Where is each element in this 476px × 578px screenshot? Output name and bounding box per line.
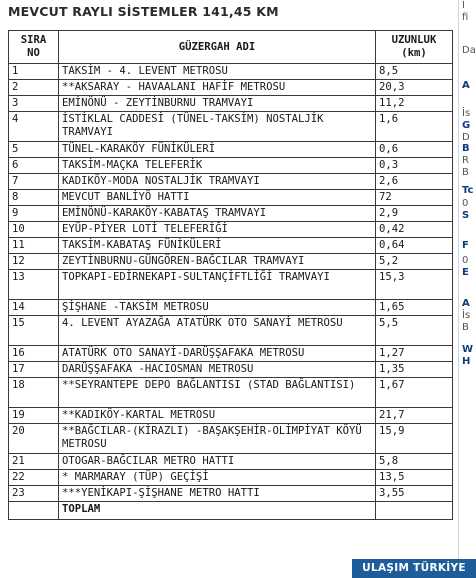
table-row bbox=[9, 408, 453, 424]
sidebar-fragment: R bbox=[462, 155, 469, 166]
cell-route: ŞİŞHANE -TAKSİM METROSU bbox=[59, 300, 376, 316]
cell-route: **AKSARAY - HAVAALANI HAFİF METROSU bbox=[59, 80, 376, 96]
sidebar-fragment: E bbox=[462, 267, 469, 278]
cell-no: 17 bbox=[9, 362, 59, 378]
sidebar-fragment: A bbox=[462, 80, 470, 91]
sidebar-fragment: F bbox=[462, 240, 469, 251]
cell-route: **SEYRANTEPE DEPO BAĞLANTISI (STAD BAĞLANTISI) bbox=[59, 378, 376, 408]
cell-no: 12 bbox=[9, 254, 59, 270]
cell-route: İSTİKLAL CADDESİ (TÜNEL-TAKSİM) NOSTALJİK TRAMVAYI bbox=[59, 112, 376, 142]
table-row bbox=[9, 346, 453, 362]
cell-length: 0,3 bbox=[376, 158, 453, 174]
sidebar-fragment: B bbox=[462, 167, 469, 178]
cell-route: EMİNÖNÜ - ZEYTİNBURNU TRAMVAYI bbox=[59, 96, 376, 112]
cell-no: 5 bbox=[9, 142, 59, 158]
cell-length: 11,2 bbox=[376, 96, 453, 112]
table-row bbox=[9, 486, 453, 502]
cell-route: ***YENİKAPI-ŞİŞHANE METRO HATTI bbox=[59, 486, 376, 502]
cell-route: ATATÜRK OTO SANAYİ-DARÜŞŞAFAKA METROSU bbox=[59, 346, 376, 362]
site-badge: ULAŞIM TÜRKİYE bbox=[352, 559, 476, 578]
sidebar-fragment: D bbox=[462, 132, 470, 143]
table-row bbox=[9, 174, 453, 190]
cell-route: TAKSİM - 4. LEVENT METROSU bbox=[59, 64, 376, 80]
cell-route: TOPKAPI-EDİRNEKAPI-SULTANÇİFTLİĞİ TRAMVAYI bbox=[59, 270, 376, 300]
table-row bbox=[9, 424, 453, 454]
table-row bbox=[9, 64, 453, 80]
cell-route: ZEYTİNBURNU-GÜNGÖREN-BAĞCILAR TRAMVAYI bbox=[59, 254, 376, 270]
rail-systems-table bbox=[8, 30, 453, 520]
cell-no: 8 bbox=[9, 190, 59, 206]
cell-length: 1,35 bbox=[376, 362, 453, 378]
sidebar-fragment: W bbox=[462, 344, 474, 355]
cell-route: * MARMARAY (TÜP) GEÇİŞİ bbox=[59, 470, 376, 486]
header-length: UZUNLUK (km) bbox=[376, 31, 453, 64]
table-row bbox=[9, 316, 453, 346]
cell-length: 20,3 bbox=[376, 80, 453, 96]
sidebar-fragment: G bbox=[462, 120, 471, 131]
sidebar-fragment: 0 bbox=[462, 255, 469, 266]
total-no bbox=[9, 502, 59, 520]
cell-length: 21,7 bbox=[376, 408, 453, 424]
cell-length: 0,6 bbox=[376, 142, 453, 158]
table-row bbox=[9, 270, 453, 300]
table-row bbox=[9, 254, 453, 270]
cell-length: 0,64 bbox=[376, 238, 453, 254]
cell-length: 1,65 bbox=[376, 300, 453, 316]
cell-route: DARÜŞŞAFAKA -HACIOSMAN METROSU bbox=[59, 362, 376, 378]
cell-length: 2,6 bbox=[376, 174, 453, 190]
cell-no: 11 bbox=[9, 238, 59, 254]
cell-length: 13,5 bbox=[376, 470, 453, 486]
cell-route: EMİNÖNÜ-KARAKÖY-KABATAŞ TRAMVAYI bbox=[59, 206, 376, 222]
cell-length: 15,3 bbox=[376, 270, 453, 300]
sidebar-fragment: İ bbox=[462, 0, 465, 11]
sidebar-fragment: Da bbox=[462, 45, 476, 56]
cell-no: 19 bbox=[9, 408, 59, 424]
table-row bbox=[9, 222, 453, 238]
cell-route: OTOGAR-BAĞCILAR METRO HATTI bbox=[59, 454, 376, 470]
table-row bbox=[9, 96, 453, 112]
page-title: MEVCUT RAYLI SİSTEMLER 141,45 KM bbox=[8, 4, 279, 19]
cell-no: 7 bbox=[9, 174, 59, 190]
table-header-row bbox=[9, 31, 453, 64]
cell-length: 1,27 bbox=[376, 346, 453, 362]
cell-no: 3 bbox=[9, 96, 59, 112]
table-row bbox=[9, 142, 453, 158]
cell-length: 0,42 bbox=[376, 222, 453, 238]
cell-route: EYÜP-PİYER LOTİ TELEFERİĞİ bbox=[59, 222, 376, 238]
cell-length: 5,8 bbox=[376, 454, 453, 470]
cell-route: MEVCUT BANLİYÖ HATTI bbox=[59, 190, 376, 206]
cell-no: 9 bbox=[9, 206, 59, 222]
cell-length: 5,5 bbox=[376, 316, 453, 346]
sidebar-fragment: İs bbox=[462, 108, 471, 119]
cell-length: 2,9 bbox=[376, 206, 453, 222]
header-no: SIRA NO bbox=[9, 31, 59, 64]
cell-length: 1,67 bbox=[376, 378, 453, 408]
table-row bbox=[9, 238, 453, 254]
table-row bbox=[9, 378, 453, 408]
table-row bbox=[9, 206, 453, 222]
cell-no: 20 bbox=[9, 424, 59, 454]
sidebar-fragment: S bbox=[462, 210, 470, 221]
sidebar-fragment: B bbox=[462, 322, 469, 333]
cell-route: 4. LEVENT AYAZAĞA ATATÜRK OTO SANAYİ METROSU bbox=[59, 316, 376, 346]
table-row bbox=[9, 454, 453, 470]
sidebar-fragment: B bbox=[462, 143, 470, 154]
cell-no: 15 bbox=[9, 316, 59, 346]
cell-route: TÜNEL-KARAKÖY FÜNİKÜLERİ bbox=[59, 142, 376, 158]
cell-length: 1,6 bbox=[376, 112, 453, 142]
cell-length: 5,2 bbox=[376, 254, 453, 270]
cell-no: 16 bbox=[9, 346, 59, 362]
total-length bbox=[376, 502, 453, 520]
sidebar-fragment: 0 bbox=[462, 198, 469, 209]
cell-route: **BAĞCILAR-(KİRAZLI) -BAŞAKŞEHİR-OLİMPİYAT KÖYÜ METROSU bbox=[59, 424, 376, 454]
sidebar-edge bbox=[458, 0, 476, 578]
cell-no: 1 bbox=[9, 64, 59, 80]
total-label: TOPLAM bbox=[59, 502, 376, 520]
table-row bbox=[9, 112, 453, 142]
cell-route: TAKSİM-MAÇKA TELEFERİK bbox=[59, 158, 376, 174]
cell-no: 21 bbox=[9, 454, 59, 470]
cell-no: 18 bbox=[9, 378, 59, 408]
cell-route: KADIKÖY-MODA NOSTALJİK TRAMVAYI bbox=[59, 174, 376, 190]
table-row bbox=[9, 158, 453, 174]
cell-length: 3,55 bbox=[376, 486, 453, 502]
cell-no: 23 bbox=[9, 486, 59, 502]
sidebar-fragment: A bbox=[462, 298, 470, 309]
sidebar-fragment: Tc bbox=[462, 185, 474, 196]
sidebar-fragment: İs bbox=[462, 310, 471, 321]
sidebar-fragment: H bbox=[462, 356, 471, 367]
cell-route: TAKSİM-KABATAŞ FÜNİKÜLERİ bbox=[59, 238, 376, 254]
cell-no: 22 bbox=[9, 470, 59, 486]
table-row bbox=[9, 80, 453, 96]
cell-no: 2 bbox=[9, 80, 59, 96]
cell-length: 8,5 bbox=[376, 64, 453, 80]
table-row bbox=[9, 362, 453, 378]
cell-length: 15,9 bbox=[376, 424, 453, 454]
cell-no: 6 bbox=[9, 158, 59, 174]
table-row bbox=[9, 190, 453, 206]
table-row bbox=[9, 300, 453, 316]
cell-no: 10 bbox=[9, 222, 59, 238]
cell-length: 72 bbox=[376, 190, 453, 206]
cell-no: 4 bbox=[9, 112, 59, 142]
cell-no: 13 bbox=[9, 270, 59, 300]
header-route: GÜZERGAH ADI bbox=[59, 31, 376, 64]
cell-no: 14 bbox=[9, 300, 59, 316]
sidebar-fragment: fi bbox=[462, 12, 469, 23]
cell-route: **KADIKÖY-KARTAL METROSU bbox=[59, 408, 376, 424]
table-row bbox=[9, 470, 453, 486]
total-row bbox=[9, 502, 453, 520]
